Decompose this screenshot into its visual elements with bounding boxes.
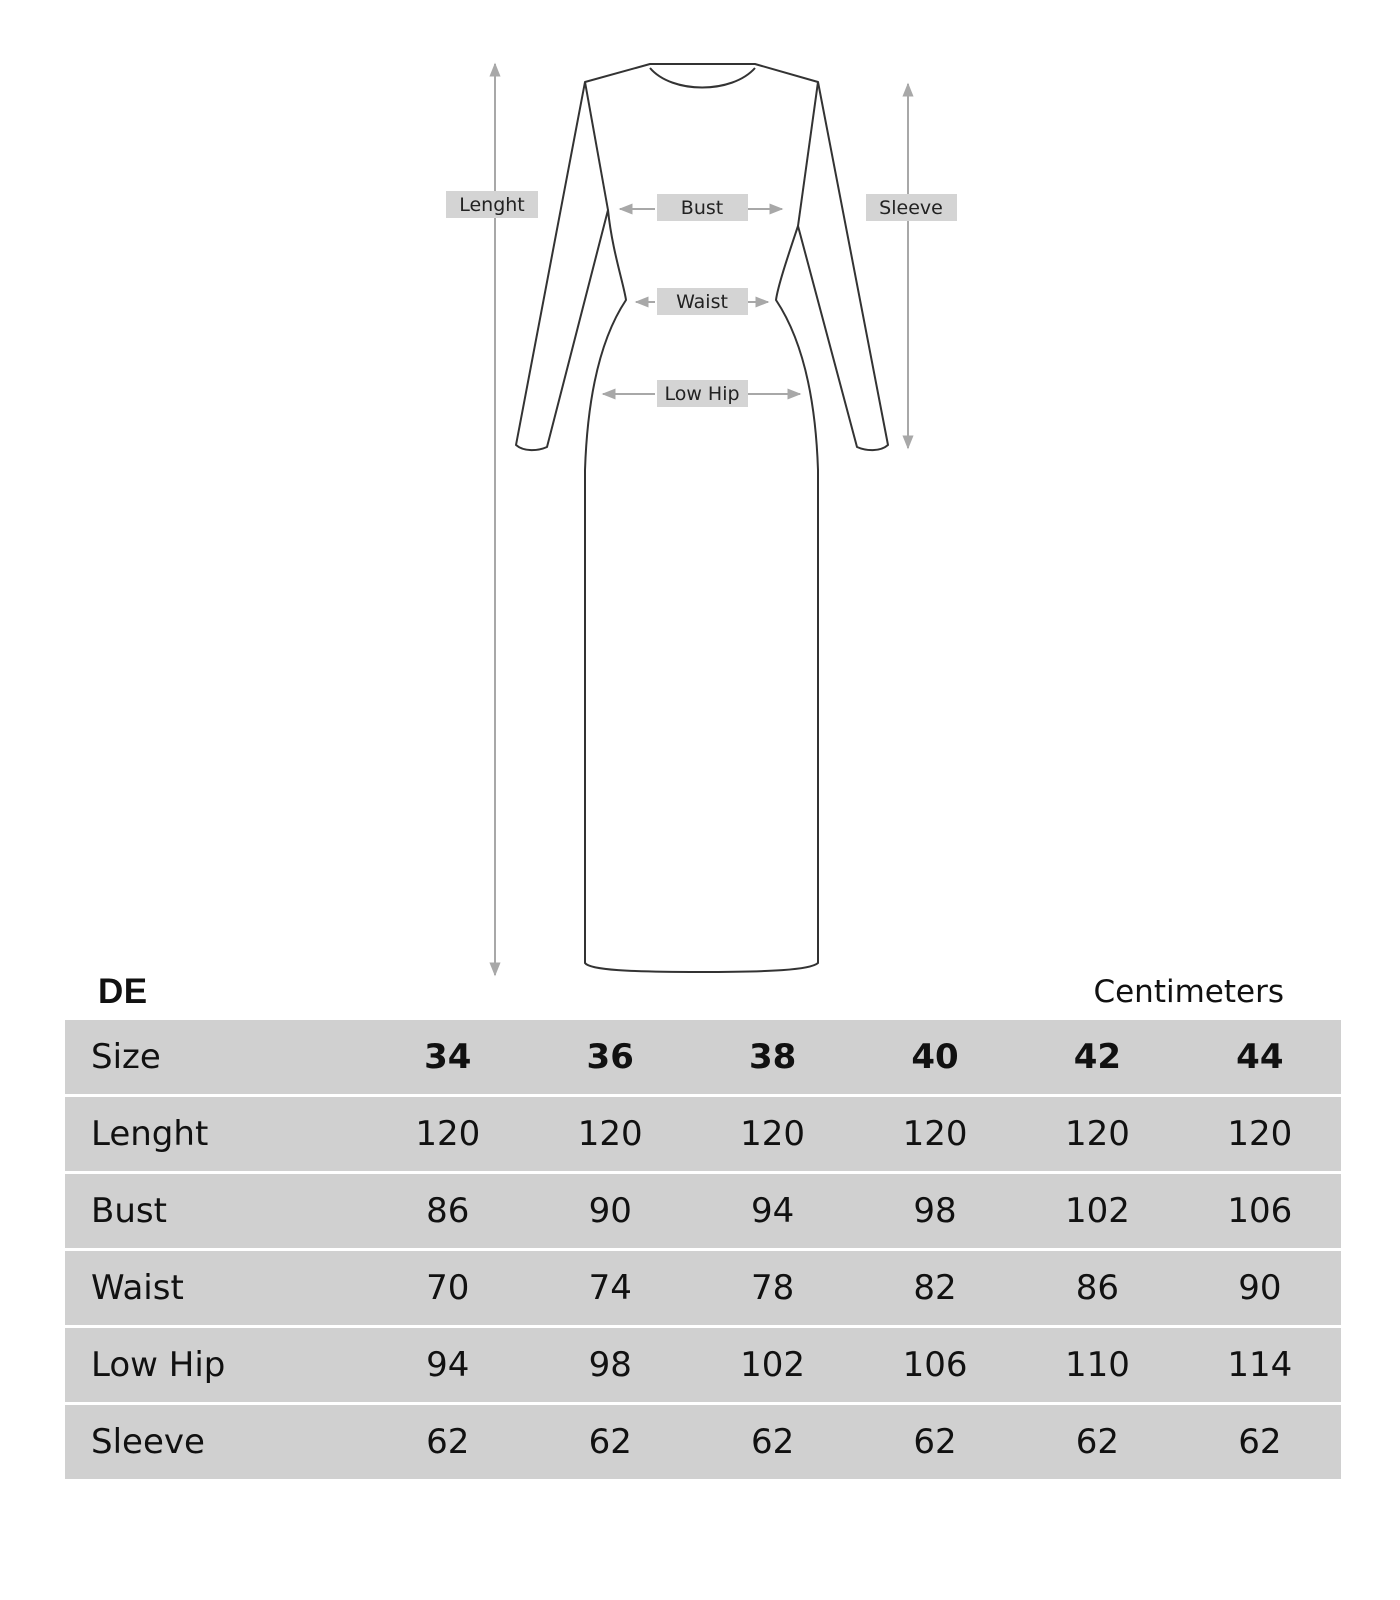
size-cell: 36	[586, 1037, 634, 1077]
row-label: Low Hip	[91, 1345, 226, 1385]
size-cell: 42	[1073, 1037, 1122, 1077]
value-cell: 120	[740, 1114, 806, 1154]
waist-tag	[657, 288, 748, 315]
value-cell: 62	[1238, 1422, 1282, 1462]
table-row	[65, 1328, 1341, 1402]
low-hip-tag	[657, 380, 748, 407]
value-cell: 86	[426, 1191, 470, 1231]
size-table	[65, 1020, 1341, 1482]
value-cell: 74	[588, 1268, 632, 1308]
size-cell: 34	[424, 1037, 472, 1077]
value-cell: 102	[740, 1345, 806, 1385]
table-row	[65, 1405, 1341, 1479]
value-cell: 62	[750, 1422, 795, 1462]
table-row	[65, 1097, 1341, 1171]
low-hip-tag-label: Low Hip	[664, 383, 740, 405]
size-cell: 44	[1236, 1037, 1284, 1077]
row-label: Lenght	[91, 1114, 209, 1154]
value-cell: 94	[426, 1345, 470, 1385]
value-cell: 110	[1064, 1345, 1130, 1385]
table-row	[65, 1251, 1341, 1325]
size-header-row	[65, 1020, 1341, 1094]
row-label: Size	[91, 1037, 161, 1077]
sleeve-tag-label: Sleeve	[879, 197, 943, 219]
value-cell: 90	[588, 1191, 632, 1231]
value-cell: 90	[1238, 1268, 1282, 1308]
value-cell: 70	[426, 1268, 470, 1308]
unit-label: Centimeters	[1093, 974, 1284, 1010]
value-cell: 86	[1075, 1268, 1120, 1308]
value-cell: 98	[913, 1191, 957, 1231]
value-cell: 94	[750, 1191, 795, 1231]
length-tag	[446, 191, 538, 218]
value-cell: 62	[588, 1422, 632, 1462]
waist-tag-label: Waist	[676, 291, 728, 313]
row-label: Waist	[91, 1268, 184, 1308]
size-cell: 38	[748, 1037, 797, 1077]
value-cell: 102	[1064, 1191, 1130, 1231]
value-cell: 120	[577, 1114, 643, 1154]
value-cell: 114	[1227, 1345, 1293, 1385]
length-tag-label: Lenght	[459, 194, 525, 216]
value-cell: 62	[1075, 1422, 1120, 1462]
value-cell: 120	[1227, 1114, 1293, 1154]
value-cell: 62	[913, 1422, 957, 1462]
size-region-label: DE	[98, 972, 148, 1011]
value-cell: 120	[902, 1114, 968, 1154]
row-label: Sleeve	[91, 1422, 205, 1462]
value-cell: 106	[1227, 1191, 1293, 1231]
value-cell: 78	[750, 1268, 795, 1308]
value-cell: 120	[1064, 1114, 1130, 1154]
row-label: Bust	[91, 1191, 167, 1231]
value-cell: 98	[588, 1345, 632, 1385]
bust-tag	[657, 194, 748, 221]
sleeve-tag	[866, 194, 957, 221]
value-cell: 82	[913, 1268, 957, 1308]
size-cell: 40	[911, 1037, 959, 1077]
value-cell: 106	[902, 1345, 968, 1385]
table-row	[65, 1174, 1341, 1248]
bust-tag-label: Bust	[680, 197, 724, 219]
value-cell: 62	[426, 1422, 470, 1462]
value-cell: 120	[415, 1114, 481, 1154]
